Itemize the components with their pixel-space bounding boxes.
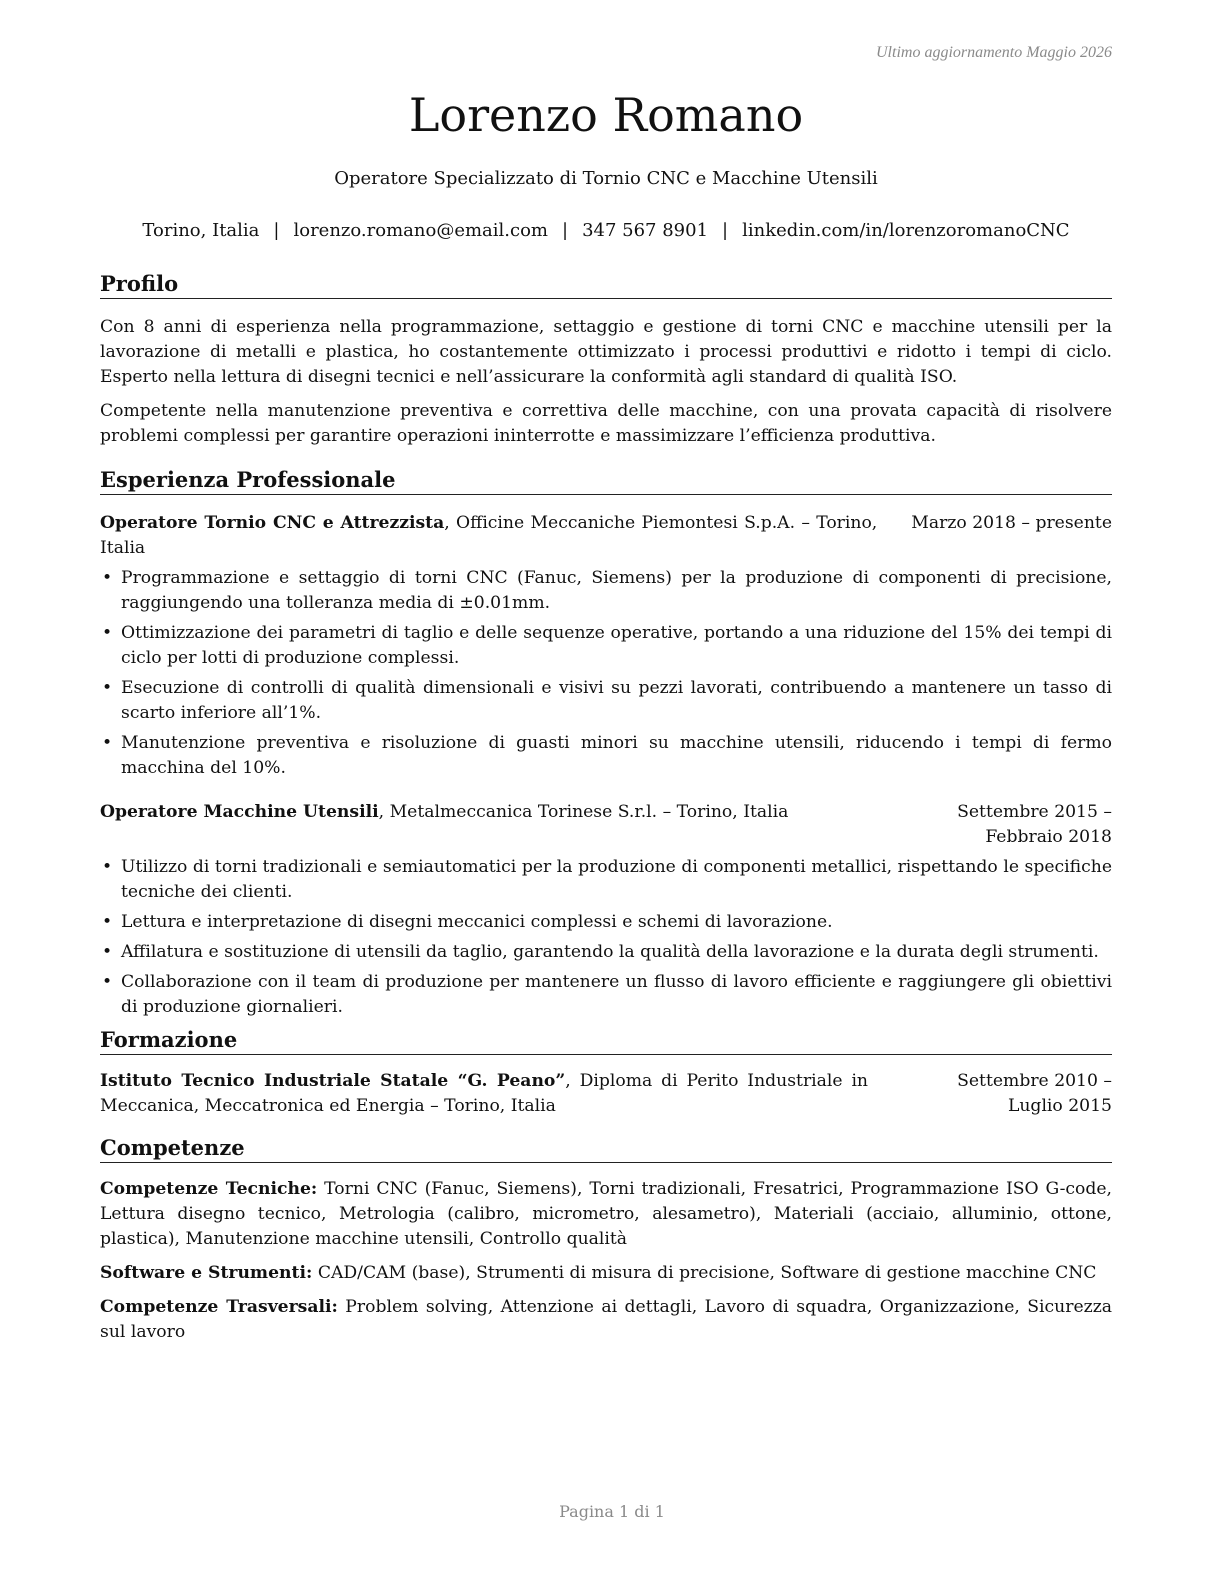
section-education (100, 1026, 1112, 1119)
skill-row (100, 1261, 1112, 1286)
skill-row (100, 1177, 1112, 1252)
candidate-name: Lorenzo Romano (408, 88, 804, 142)
job-header (100, 800, 1112, 850)
job-bullets (100, 566, 1112, 781)
degree: , Diploma di Perito Industriale in Meccanica, Meccatronica ed Energia – Torino, Italia (100, 1071, 869, 1116)
list-item: • Collaborazione con il team di produzione per mantenere un flusso di lavoro efficiente e raggiungere gli obiettivi di produzione giornalieri. (102, 972, 1112, 1017)
job-company: , Metalmeccanica Torinese S.r.l. – Torino, Italia (378, 802, 789, 822)
section-heading: Esperienza Professionale (100, 466, 1112, 495)
skill-label: Software e Strumenti: (100, 1263, 313, 1283)
contact-linkedin[interactable]: linkedin.com/in/lorenzoromanoCNC (742, 220, 1070, 241)
last-updated: Ultimo aggiornamento Maggio 2026 (876, 44, 1112, 61)
job-dates: Settembre 2015 – Febbraio 2018 (957, 802, 1112, 847)
contact-separator: | (722, 220, 729, 241)
education-dates: Settembre 2010 – Luglio 2015 (957, 1071, 1112, 1116)
job-role: Operatore Tornio CNC e Attrezzista (100, 513, 445, 533)
job-title: Operatore Specializzato di Tornio CNC e Macchine Utensili (334, 168, 878, 189)
page-number: Pagina 1 di 1 (559, 1502, 665, 1521)
skill-row (100, 1295, 1112, 1345)
skill-label: Competenze Trasversali: (100, 1297, 338, 1317)
contact-phone: 347 567 8901 (582, 220, 709, 241)
contact-separator: | (562, 220, 569, 241)
school-name: Istituto Tecnico Industriale Statale “G. Peano” (100, 1071, 566, 1091)
section-heading: Profilo (100, 270, 1112, 299)
list-item: • Manutenzione preventiva e risoluzione di guasti minori su macchine utensili, riducendo i tempi di fermo macchina del 10%. (102, 733, 1112, 778)
contact-location: Torino, Italia (142, 220, 260, 241)
job-header (100, 511, 1112, 561)
education-entry (100, 1069, 1112, 1119)
contact-line (100, 220, 1112, 241)
section-heading: Competenze (100, 1134, 1112, 1163)
section-profile (100, 270, 1112, 449)
section-heading: Formazione (100, 1026, 1112, 1055)
job-entry (100, 511, 1112, 781)
skill-text: Torni CNC (Fanuc, Siemens), Torni tradizionali, Fresatrici, Programmazione ISO G-code, Lettura disegno tecnico, Metrologia (calibro, micrometro, alesametro), Materiali (acciaio, alluminio, ottone, plastica), Manutenzione macchine utensili, Controllo qualità (100, 1179, 1112, 1249)
list-item: • Lettura e interpretazione di disegni meccanici complessi e schemi di lavorazione. (102, 912, 833, 932)
profile-paragraph: Con 8 anni di esperienza nella programmazione, settaggio e gestione di torni CNC e macchine utensili per la lavorazione di metalli e plastica, ho costantemente ottimizzato i processi produttivi e ridotto i tempi di ciclo. Esperto nella lettura di disegni tecnici e nell’assicurare la conformità agli standard di qualità ISO. (100, 317, 1112, 387)
list-item: • Esecuzione di controlli di qualità dimensionali e visivi su pezzi lavorati, contribuendo a mantenere un tasso di scarto inferiore all’1%. (102, 678, 1112, 723)
list-item: • Programmazione e settaggio di torni CNC (Fanuc, Siemens) per la produzione di componenti di precisione, raggiungendo una tolleranza media di ±0.01mm. (102, 568, 1112, 613)
job-role: Operatore Macchine Utensili (100, 802, 379, 822)
skill-label: Competenze Tecniche: (100, 1179, 318, 1199)
resume-body (100, 270, 1112, 1354)
contact-email[interactable]: lorenzo.romano@email.com (293, 220, 548, 241)
section-experience (100, 466, 1112, 1020)
list-item: • Affilatura e sostituzione di utensili da taglio, garantendo la qualità della lavorazione e la durata degli strumenti. (102, 942, 1099, 962)
profile-paragraph: Competente nella manutenzione preventiva e correttiva delle macchine, con una provata capacità di risolvere problemi complessi per garantire operazioni ininterrotte e massimizzare l’efficienza produttiva. (100, 401, 1112, 446)
job-company: , Officine Meccaniche Piemontesi S.p.A. – Torino, Italia (100, 513, 878, 558)
skill-text: Problem solving, Attenzione ai dettagli, Lavoro di squadra, Organizzazione, Sicurezza sul lavoro (100, 1297, 1112, 1342)
job-bullets (100, 855, 1112, 1020)
list-item: • Utilizzo di torni tradizionali e semiautomatici per la produzione di componenti metallici, rispettando le specifiche tecniche dei clienti. (102, 857, 1112, 902)
job-dates: Marzo 2018 – presente (911, 513, 1112, 533)
contact-separator: | (273, 220, 280, 241)
section-skills (100, 1134, 1112, 1345)
list-item: • Ottimizzazione dei parametri di taglio e delle sequenze operative, portando a una riduzione del 15% dei tempi di ciclo per lotti di produzione complessi. (102, 623, 1112, 668)
job-entry (100, 800, 1112, 1020)
skill-text: CAD/CAM (base), Strumenti di misura di precisione, Software di gestione macchine CNC (312, 1263, 1097, 1283)
